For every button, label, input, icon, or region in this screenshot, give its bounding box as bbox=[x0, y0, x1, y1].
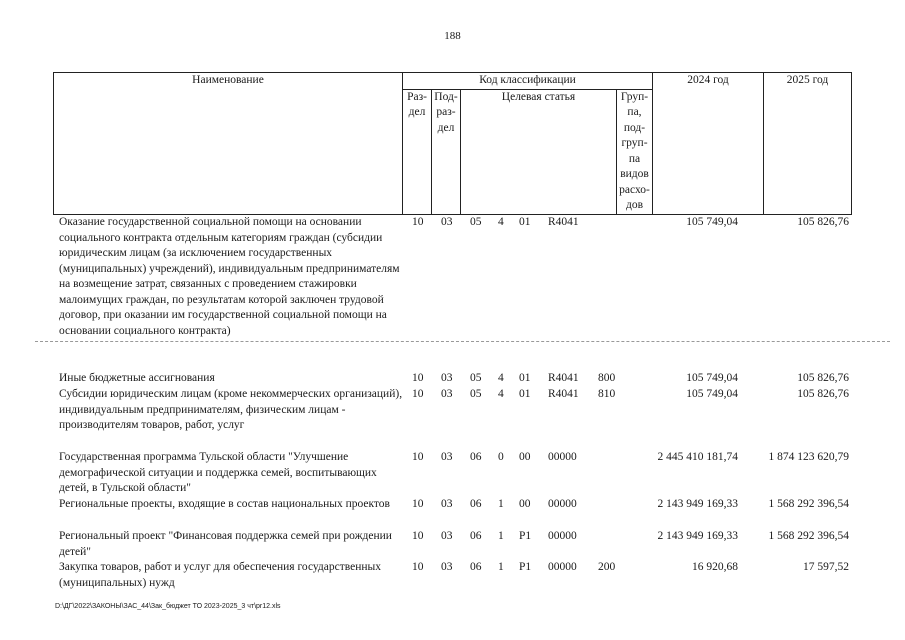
cell-razdel: 10 bbox=[412, 530, 424, 542]
row-name: Оказание государственной социальной помощи на основании социального контракта отдельным категориям граждан (субсидии юридическим лицам (за исключением государственных (муниципальных) учреждений), индивидуальным предпринимателям на возмещение затрат, связанных с проведением стажировки малоимущих граждан, по результатам которой заключен трудовой договор, при оказании им государственной социальной помощи на основании социального контракта) bbox=[59, 216, 400, 337]
header-vid: Груп- па, под- груп- па видов расхо- дов bbox=[617, 89, 653, 214]
cell-cs2: 0 bbox=[498, 451, 504, 463]
cell-razdel: 10 bbox=[412, 388, 424, 400]
cell-cs2: 1 bbox=[498, 498, 504, 510]
cell-podrazdel: 03 bbox=[441, 498, 453, 510]
cell-2025: 105 826,76 bbox=[797, 388, 849, 400]
cell-2025: 1 874 123 620,79 bbox=[768, 451, 849, 463]
row-name: Региональный проект "Финансовая поддержка семей при рождении детей" bbox=[59, 530, 392, 558]
cell-podrazdel: 03 bbox=[441, 561, 453, 573]
cell-2025: 105 826,76 bbox=[797, 372, 849, 384]
cell-cs2: 4 bbox=[498, 216, 504, 228]
cell-2024: 105 749,04 bbox=[686, 372, 738, 384]
cell-cs3: 01 bbox=[519, 388, 531, 400]
cell-2024: 105 749,04 bbox=[686, 216, 738, 228]
file-path-footer: D:\ДГ\2022\ЗАКОНЫ\ЗАС_44\Зак_бюджет ТО 2023-2025_3 чт\pr12.xls bbox=[55, 603, 281, 610]
cell-razdel: 10 bbox=[412, 498, 424, 510]
cell-cs1: 05 bbox=[470, 216, 482, 228]
cell-2024: 2 143 949 169,33 bbox=[657, 530, 738, 542]
cell-2025: 105 826,76 bbox=[797, 216, 849, 228]
cell-2024: 2 143 949 169,33 bbox=[657, 498, 738, 510]
cell-cs4: R4041 bbox=[548, 388, 579, 400]
cell-cs4: 00000 bbox=[548, 498, 577, 510]
cell-cs4: 00000 bbox=[548, 561, 577, 573]
cell-2024: 16 920,68 bbox=[692, 561, 738, 573]
cell-podrazdel: 03 bbox=[441, 388, 453, 400]
cell-cs3: 00 bbox=[519, 451, 531, 463]
cell-cs1: 05 bbox=[470, 372, 482, 384]
cell-2025: 17 597,52 bbox=[803, 561, 849, 573]
cell-cs2: 1 bbox=[498, 530, 504, 542]
cell-2025: 1 568 292 396,54 bbox=[768, 530, 849, 542]
row-name: Субсидии юридическим лицам (кроме некоммерческих организаций), индивидуальным предпринимателям, физическим лицам - производителям товаров, работ, услуг bbox=[59, 388, 403, 431]
cell-razdel: 10 bbox=[412, 372, 424, 384]
cell-cs2: 4 bbox=[498, 372, 504, 384]
row-name: Закупка товаров, работ и услуг для обеспечения государственных (муниципальных) нужд bbox=[59, 561, 382, 589]
header-code-group: Код классификации bbox=[403, 73, 653, 90]
cell-cs4: 00000 bbox=[548, 451, 577, 463]
cell-razdel: 10 bbox=[412, 216, 424, 228]
cell-podrazdel: 03 bbox=[441, 216, 453, 228]
cell-cs3: P1 bbox=[519, 561, 532, 573]
cell-cs3: 01 bbox=[519, 216, 531, 228]
header-name: Наименование bbox=[54, 73, 403, 215]
cell-cs4: R4041 bbox=[548, 216, 579, 228]
cell-cs1: 06 bbox=[470, 530, 482, 542]
cell-cs3: 01 bbox=[519, 372, 531, 384]
cell-cs1: 06 bbox=[470, 498, 482, 510]
cell-podrazdel: 03 bbox=[441, 451, 453, 463]
header-target: Целевая статья bbox=[461, 89, 617, 214]
header-year-2025: 2025 год bbox=[764, 73, 852, 215]
cell-2024: 2 445 410 181,74 bbox=[657, 451, 738, 463]
cell-razdel: 10 bbox=[412, 561, 424, 573]
cell-cs2: 1 bbox=[498, 561, 504, 573]
row-name: Государственная программа Тульской области "Улучшение демографической ситуации и поддержка семей, воспитывающих детей, в Тульской области" bbox=[59, 451, 377, 494]
cell-podrazdel: 03 bbox=[441, 530, 453, 542]
cell-vid: 200 bbox=[598, 561, 616, 573]
cell-2025: 1 568 292 396,54 bbox=[768, 498, 849, 510]
cell-vid: 810 bbox=[598, 388, 616, 400]
header-podrazdel: Под- раз- дел bbox=[432, 89, 461, 214]
row-name: Региональные проекты, входящие в состав национальных проектов bbox=[59, 498, 390, 510]
cell-cs1: 06 bbox=[470, 561, 482, 573]
cell-cs1: 05 bbox=[470, 388, 482, 400]
cell-vid: 800 bbox=[598, 372, 616, 384]
cell-razdel: 10 bbox=[412, 451, 424, 463]
cell-2024: 105 749,04 bbox=[686, 388, 738, 400]
cell-cs3: P1 bbox=[519, 530, 532, 542]
cell-cs3: 00 bbox=[519, 498, 531, 510]
row-name: Иные бюджетные ассигнования bbox=[59, 372, 215, 384]
cell-cs2: 4 bbox=[498, 388, 504, 400]
cell-cs4: R4041 bbox=[548, 372, 579, 384]
cell-cs4: 00000 bbox=[548, 530, 577, 542]
header-razdel: Раз- дел bbox=[403, 89, 432, 214]
header-year-2024: 2024 год bbox=[653, 73, 764, 215]
page-number: 188 bbox=[444, 30, 461, 42]
cell-podrazdel: 03 bbox=[441, 372, 453, 384]
cell-cs1: 06 bbox=[470, 451, 482, 463]
